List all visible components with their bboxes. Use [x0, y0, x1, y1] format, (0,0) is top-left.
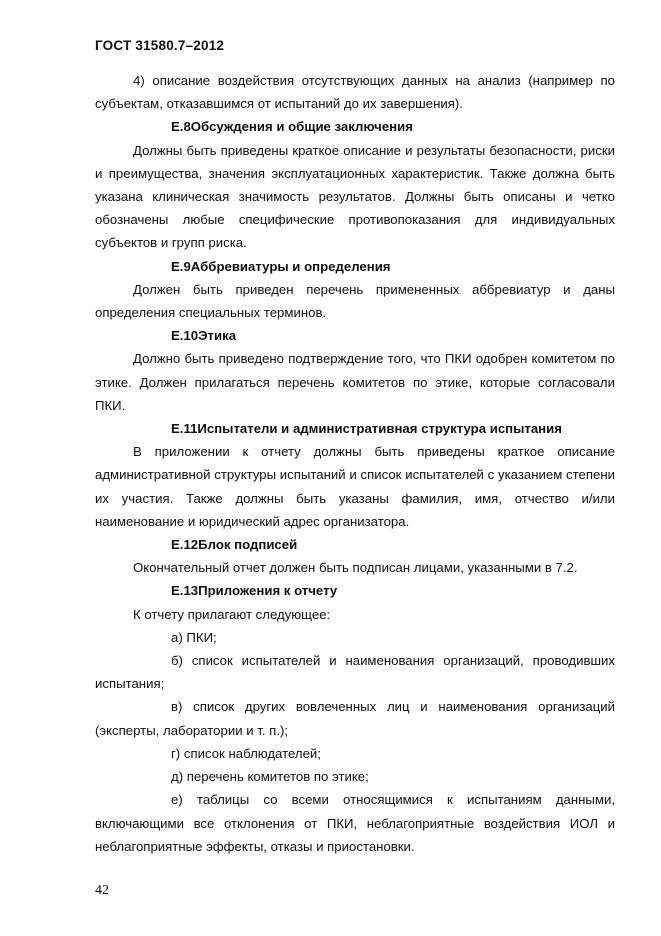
section-number: Е.8 [171, 119, 191, 135]
section-number: Е.11 [171, 421, 198, 437]
standard-header: ГОСТ 31580.7–2012 [95, 38, 225, 53]
list-marker: б) [171, 653, 183, 669]
list-item-text: перечень комитетов по этике; [186, 769, 369, 785]
section-number: Е.10 [171, 328, 199, 344]
list-item-text: список других вовлеченных лиц и наименования организаций (эксперты, лаборатории и т. п.); [95, 699, 616, 738]
paragraph: В приложении к отчету должны быть приведены краткое описание административной структуры испытаний и список испытателей с указанием степени их участия. Также должны быть указаны фамилия, имя, отчество и/или наименование и юридический адрес организатора. [95, 444, 615, 529]
section-title: Испытатели и административная структура испытания [197, 421, 562, 437]
list-item [95, 742, 615, 765]
paragraph: К отчету прилагают следующее: [133, 606, 331, 622]
section-number: Е.13 [171, 583, 199, 599]
paragraph: Должны быть приведены краткое описание и результаты безопасности, риски и преимущества, значения эксплуатационных характеристик. Также должна быть указана клиническая значимость результатов. Должны быть описаны и четко обозначены любые специфические противопоказания для индивидуальных субъектов и групп риска. [95, 142, 615, 251]
list-item [95, 649, 615, 695]
list-item-text: список испытателей и наименования организаций, проводивших испытания; [95, 653, 615, 692]
list-marker: г) [171, 745, 181, 761]
list-item [95, 788, 615, 858]
list-marker: а) [171, 629, 183, 645]
section-title: Этика [198, 328, 237, 344]
list-item [95, 626, 615, 649]
paragraph: Должно быть приведено подтверждение того, что ПКИ одобрен комитетом по этике. Должен прилагаться перечень комитетов по этике, которые согласовали ПКИ. [95, 351, 615, 413]
section-number: Е.9 [171, 258, 191, 274]
section-title: Приложения к отчету [198, 583, 338, 599]
paragraph: Должен быть приведен перечень примененных аббревиатур и даны определения специальных терминов. [95, 281, 615, 321]
section-heading [95, 579, 615, 602]
section-heading [95, 417, 615, 440]
list-marker: е) [171, 792, 183, 808]
paragraph: 4) описание воздействия отсутствующих данных на анализ (например по субъектам, отказавшимся от испытаний до их завершения). [95, 73, 615, 112]
list-marker: д) [171, 769, 184, 785]
list-marker: в) [171, 699, 183, 715]
list-item-text: таблицы со всеми относящимися к испытаниям данными, включающими все отклонения от ПКИ, неблагоприятные воздействия ИОЛ и неблагоприятные эффекты, отказы и приостановки. [95, 792, 615, 854]
section-heading [95, 115, 615, 138]
list-item-text: ПКИ; [186, 629, 217, 645]
section-title: Блок подписей [198, 537, 298, 553]
document-body [95, 69, 615, 858]
section-number: Е.12 [171, 537, 199, 553]
section-title: Обсуждения и общие заключения [190, 119, 413, 135]
list-item [95, 695, 615, 741]
section-heading [95, 324, 615, 347]
list-item-text: список наблюдателей; [183, 745, 321, 761]
page-number: 42 [95, 883, 109, 898]
section-heading [95, 533, 615, 556]
list-item [95, 765, 615, 788]
paragraph: Окончательный отчет должен быть подписан лицами, указанными в 7.2. [133, 560, 578, 576]
section-heading [95, 255, 615, 278]
section-title: Аббревиатуры и определения [190, 258, 391, 274]
